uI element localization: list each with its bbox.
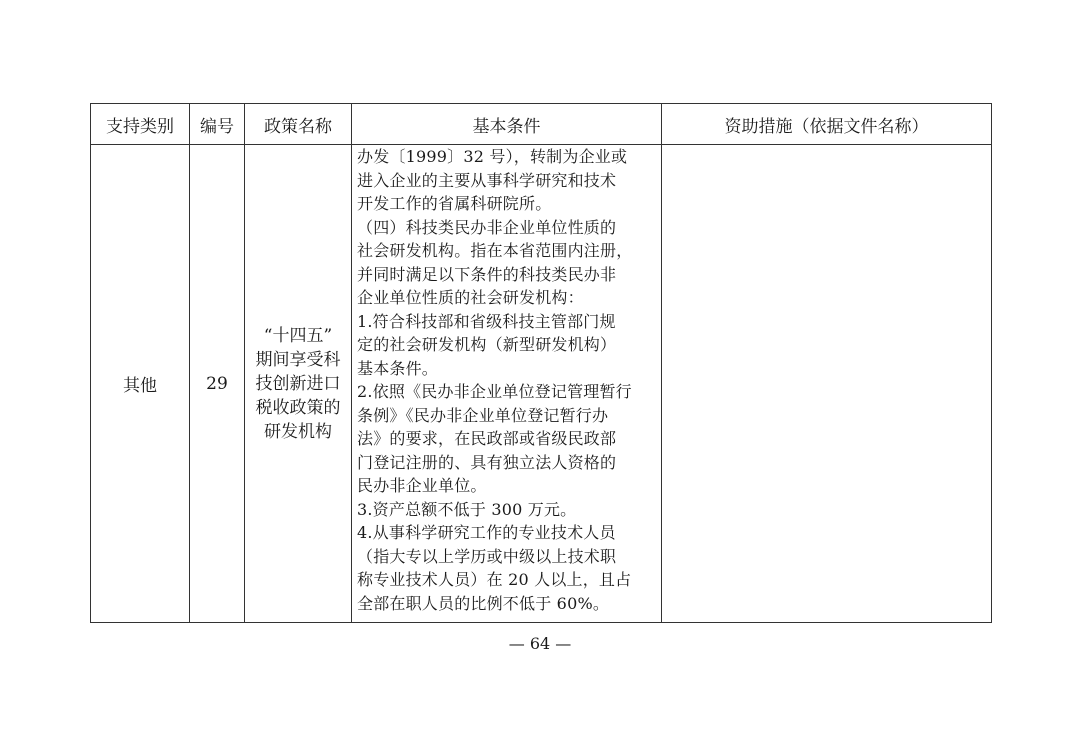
page-number: — 64 — bbox=[508, 634, 572, 653]
policy-name-line: 技创新进口 bbox=[255, 373, 341, 394]
cell-policy-name bbox=[245, 145, 352, 623]
header-number: 编号 bbox=[190, 104, 245, 145]
condition-line: 社会研发机构。指在本省范围内注册， bbox=[357, 241, 633, 260]
header-policy-name: 政策名称 bbox=[245, 104, 352, 145]
cell-number: 29 bbox=[190, 145, 245, 623]
table-row bbox=[91, 145, 992, 623]
header-basic-conditions: 基本条件 bbox=[352, 104, 662, 145]
condition-line: （指大专以上学历或中级以上技术职 bbox=[357, 546, 617, 566]
condition-line: 民办非企业单位。 bbox=[357, 476, 487, 495]
condition-line: （四）科技类民办非企业单位性质的 bbox=[357, 217, 617, 237]
condition-line: 4.从事科学研究工作的专业技术人员 bbox=[357, 523, 616, 542]
condition-line: 进入企业的主要从事科学研究和技术 bbox=[357, 170, 617, 190]
condition-line: 全部在职人员的比例不低于 60%。 bbox=[357, 593, 610, 613]
policy-name-line: 期间享受科 bbox=[255, 349, 341, 370]
policy-table bbox=[90, 103, 992, 623]
cell-category: 其他 bbox=[91, 145, 190, 623]
condition-line: 并同时满足以下条件的科技类民办非 bbox=[357, 264, 617, 284]
condition-line: 3.资产总额不低于 300 万元。 bbox=[357, 499, 577, 519]
policy-name-line: “十四五” bbox=[263, 325, 333, 346]
condition-line: 办发〔1999〕32 号），转制为企业或 bbox=[357, 147, 628, 166]
condition-line: 门登记注册的、具有独立法人资格的 bbox=[357, 452, 617, 472]
header-support-category: 支持类别 bbox=[91, 104, 190, 145]
condition-line: 开发工作的省属科研院所。 bbox=[357, 194, 552, 213]
condition-line: 企业单位性质的社会研发机构： bbox=[357, 288, 584, 307]
table-header-row bbox=[91, 104, 992, 145]
condition-line: 2.依照《民办非企业单位登记管理暂行 bbox=[357, 382, 632, 401]
header-support-measures: 资助措施（依据文件名称） bbox=[662, 104, 992, 145]
condition-line: 1.符合科技部和省级科技主管部门规 bbox=[357, 311, 616, 331]
condition-line: 称专业技术人员）在 20 人以上，且占 bbox=[357, 570, 632, 589]
condition-line: 定的社会研发机构（新型研发机构） bbox=[357, 335, 617, 354]
policy-name-line: 研发机构 bbox=[264, 421, 332, 442]
condition-line: 法》的要求，在民政部或省级民政部 bbox=[357, 429, 617, 448]
condition-line: 基本条件。 bbox=[357, 358, 439, 378]
cell-support-measures bbox=[662, 145, 992, 623]
cell-basic-conditions bbox=[352, 145, 662, 623]
condition-line: 条例》《民办非企业单位登记暂行办 bbox=[357, 405, 609, 425]
policy-name-line: 税收政策的 bbox=[255, 397, 341, 418]
